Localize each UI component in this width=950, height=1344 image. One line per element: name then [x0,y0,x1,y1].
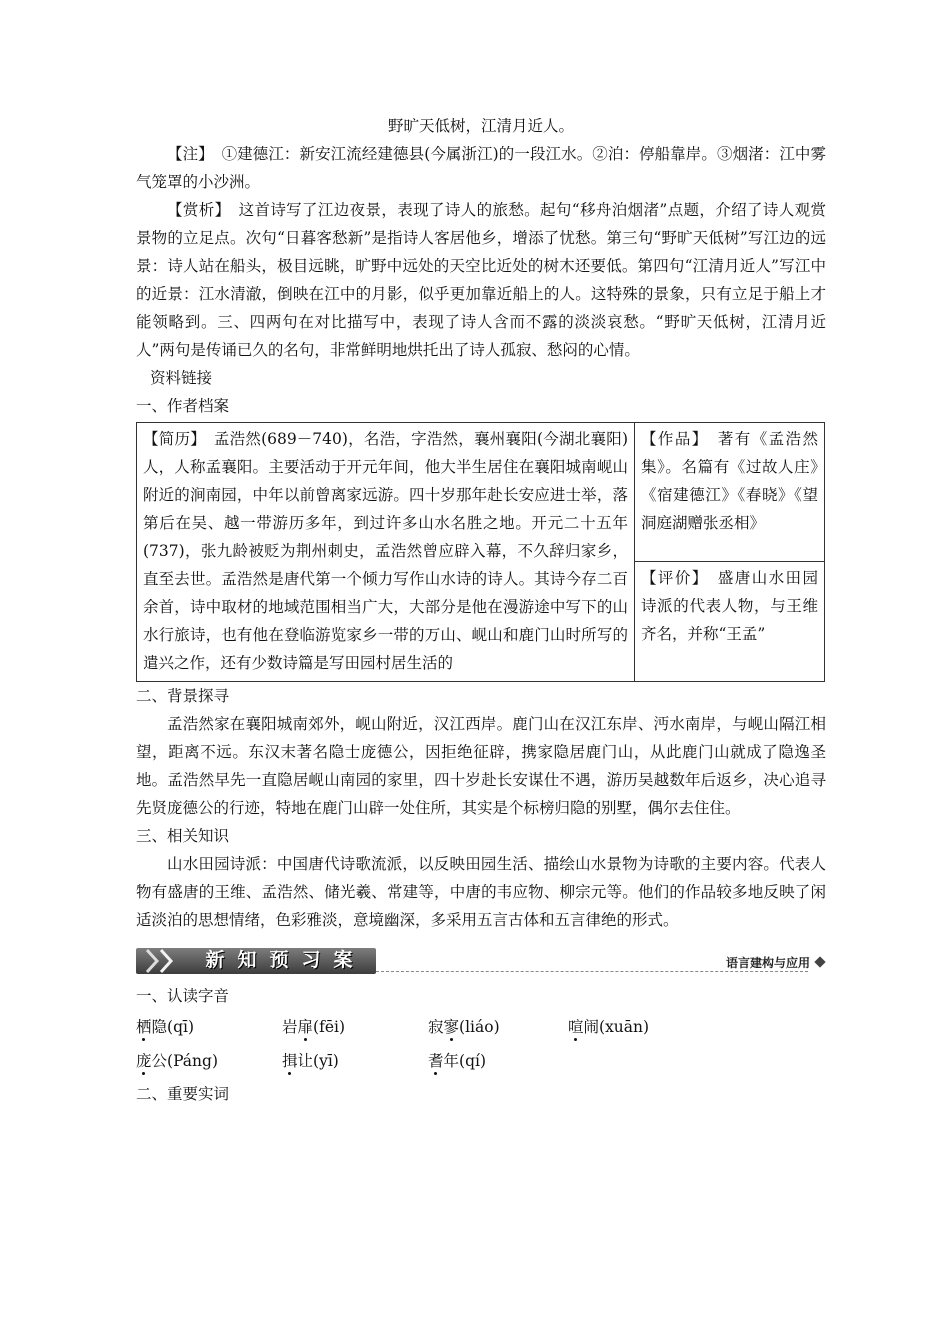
pronunciation-item: 耆年(qí) [428,1052,486,1070]
pronunciation-item: 寂寥(liáo) [428,1018,500,1036]
knowledge-heading: 三、相关知识 [136,827,230,845]
pronunciation-list [136,1010,826,1078]
banner-title-char: 习 [301,949,321,971]
background-paragraph: 孟浩然家在襄阳城南郊外，岘山附近，汉江西岸。鹿门山在汉江东岸、沔水南岸，与岘山隔江相望，距离不远。东汉末著名隐士庞德公，因拒绝征辟，携家隐居鹿门山，从此鹿门山就成了隐逸圣地。孟浩然早先一直隐居岘山南园的家里，四十岁赴长安谋仕不遇，游历吴越数年后返乡，决心追寻先贤庞德公的行迹，特地在鹿门山辟一处住所，其实是个标榜归隐的别墅，偶尔去住住。 [136,715,826,817]
author-archive-table [136,422,825,682]
background-heading: 二、背景探寻 [136,687,230,705]
banner-title-char: 新 [205,949,225,971]
banner-title-char: 知 [237,949,257,971]
author-archive-heading: 一、作者档案 [136,397,230,415]
appreciation-paragraph: 【赏析】 这首诗写了江边夜景，表现了诗人的旅愁。起句“移舟泊烟渚”点题，介绍了诗人观赏景物的立足点。次句“日暮客愁新”是指诗人客居他乡，增添了忧愁。第三句“野旷天低树”写江边的远景：诗人站在船头，极目远眺，旷野中远处的天空比近处的树木还要低。第四句“江清月近人”写江中的近景：江水清澈，倒映在江中的月影，似乎更加靠近船上的人。这特殊的景象，只有立足于船上才能领略到。三、四两句在对比描写中，表现了诗人含而不露的淡淡哀愁。“野旷天低树，江清月近人”两句是传诵已久的名句，非常鲜明地烘托出了诗人孤寂、愁闷的心情。 [136,201,826,359]
chevron-right-icon [158,948,174,974]
evaluation-cell: 【评价】 盛唐山水田园诗派的代表人物，与王维齐名，并称“王孟” [635,562,825,682]
note-paragraph: 【注】 ①建德江：新安江流经建德县(今属浙江)的一段江水。②泊：停船靠岸。③烟渚：江中雾气笼罩的小沙洲。 [136,145,826,191]
bio-cell: 【简历】 孟浩然(689－740)，名浩，字浩然，襄州襄阳(今湖北襄阳)人，人称孟襄阳。主要活动于开元年间，他大半生居住在襄阳城南岘山附近的涧南园，中年以前曾离家远游。四十岁那年赴长安应进士举，落第后在吴、越一带游历多年，到过许多山水名胜之地。开元二十五年(737)，张九龄被贬为荆州刺史，孟浩然曾应辟入幕，不久辞归家乡，直至去世。孟浩然是唐代第一个倾力写作山水诗的诗人。其诗今存二百余首，诗中取材的地域范围相当广大，大部分是他在漫游途中写下的山水行旅诗，也有他在登临游览家乡一带的万山、岘山和鹿门山时所写的遣兴之作，还有少数诗篇是写田园村居生活的 [137,423,635,682]
document-page [136,112,826,1108]
poem-line: 野旷天低树，江清月近人。 [387,117,574,135]
pronunciation-heading: 一、认读字音 [136,987,230,1005]
banner-title [200,946,358,976]
pronunciation-item: 揖让(yī) [282,1052,339,1070]
works-cell: 【作品】 著有《孟浩然集》。名篇有《过故人庄》《宿建德江》《春晓》《望洞庭湖赠张丞相》 [635,423,825,562]
banner-title-char: 预 [269,949,289,971]
banner-right-label: 语言建构与应用 [725,956,810,970]
banner-title-char: 案 [333,949,353,971]
key-words-heading: 二、重要实词 [136,1085,230,1103]
knowledge-paragraph: 山水田园诗派：中国唐代诗歌流派，以反映田园生活、描绘山水景物为诗歌的主要内容。代表人物有盛唐的王维、孟浩然、储光羲、常建等，中唐的韦应物、柳宗元等。他们的作品较多地反映了闲适淡泊的思想情绪，色彩雅淡，意境幽深，多采用五言古体和五言律绝的形式。 [136,855,826,929]
diamond-icon [814,956,825,967]
section-banner [136,944,826,980]
material-link-heading: 资料链接 [150,369,213,387]
pronunciation-item: 喧闹(xuān) [568,1018,650,1036]
banner-dashed-rule [376,971,808,972]
pronunciation-item: 栖隐(qī) [136,1018,194,1036]
pronunciation-item: 岩扉(fēi) [282,1018,345,1036]
pronunciation-item: 庞公(Páng) [136,1052,218,1070]
